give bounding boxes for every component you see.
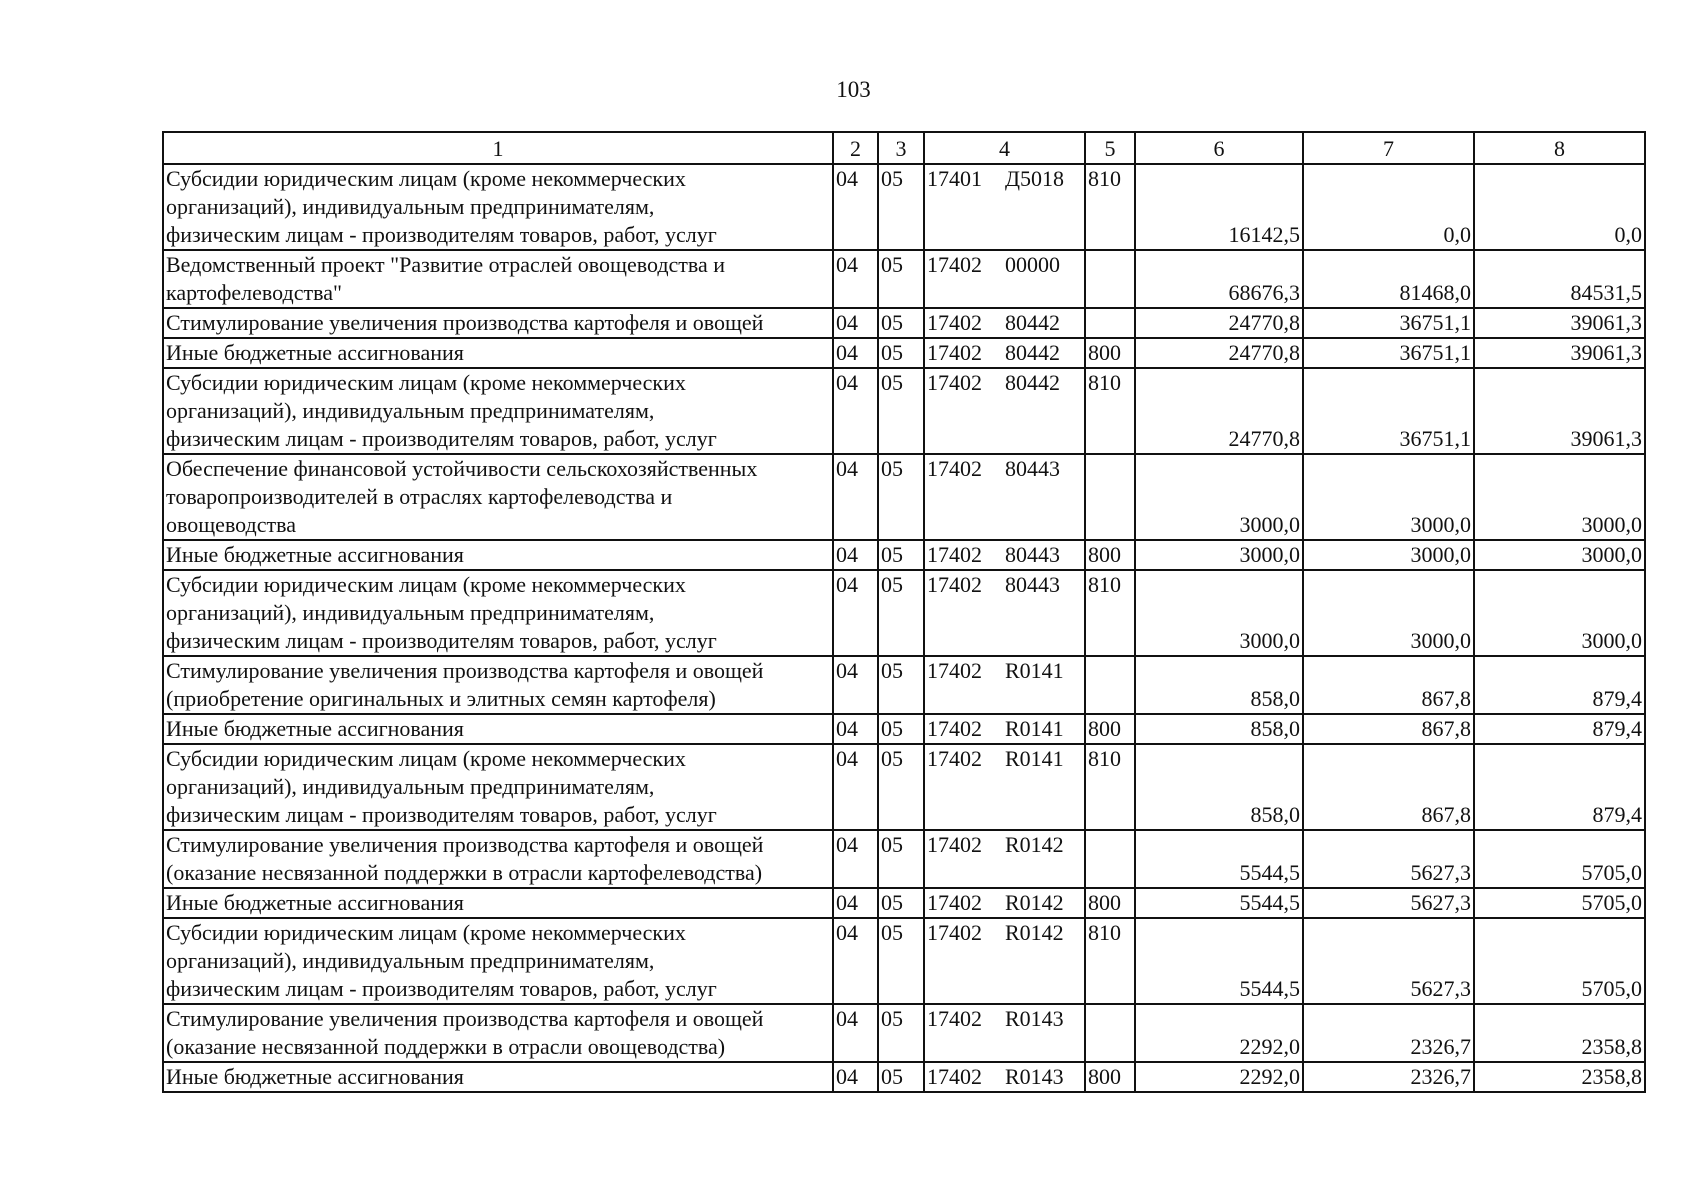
expense-type-code: 810 [1085, 570, 1135, 656]
header-cell: 3 [878, 132, 924, 164]
direction-code: R0141 [1005, 658, 1064, 683]
direction-code: 80443 [1005, 572, 1060, 597]
row-name-cell [163, 888, 833, 918]
subsection-code: 05 [878, 1062, 924, 1092]
program-code: 17402 [927, 1006, 982, 1031]
amount-col7: 36751,1 [1303, 308, 1474, 338]
target-article-cell [924, 338, 1085, 368]
target-article-cell [924, 454, 1085, 540]
row-name-cell [163, 656, 833, 714]
amount-col8: 3000,0 [1474, 540, 1645, 570]
target-article-cell [924, 830, 1085, 888]
program-code: 17402 [927, 890, 982, 915]
amount-col6: 858,0 [1135, 714, 1303, 744]
amount-col8: 879,4 [1474, 656, 1645, 714]
section-code: 04 [833, 308, 878, 338]
direction-code: 80443 [1005, 542, 1060, 567]
row-name-cell [163, 570, 833, 656]
row-name: Обеспечение финансовой устойчивости сельскохозяйственных товаропроизводителей в отраслях картофелеводства и овощеводства [166, 456, 758, 537]
section-code: 04 [833, 338, 878, 368]
expense-type-code [1085, 830, 1135, 888]
direction-code: R0142 [1005, 832, 1064, 857]
row-name: Стимулирование увеличения производства картофеля и овощей (приобретение оригинальных и элитных семян картофеля) [166, 658, 764, 711]
expense-type-code [1085, 308, 1135, 338]
direction-code: Д5018 [1005, 166, 1065, 191]
amount-col6: 2292,0 [1135, 1004, 1303, 1062]
expense-type-code: 810 [1085, 744, 1135, 830]
target-article-cell [924, 744, 1085, 830]
target-article-cell [924, 888, 1085, 918]
row-name-cell [163, 454, 833, 540]
program-code: 17402 [927, 310, 982, 335]
table-row [163, 714, 1645, 744]
section-code: 04 [833, 570, 878, 656]
row-name-cell [163, 1062, 833, 1092]
amount-col7: 2326,7 [1303, 1004, 1474, 1062]
section-code: 04 [833, 164, 878, 250]
target-article-cell [924, 308, 1085, 338]
section-code: 04 [833, 1004, 878, 1062]
amount-col7: 3000,0 [1303, 454, 1474, 540]
direction-code: 00000 [1005, 252, 1060, 277]
expense-type-code: 810 [1085, 918, 1135, 1004]
program-code: 17402 [927, 370, 982, 395]
amount-col6: 858,0 [1135, 656, 1303, 714]
target-article-cell [924, 1062, 1085, 1092]
amount-col6: 2292,0 [1135, 1062, 1303, 1092]
row-name: Субсидии юридическим лицам (кроме некоммерческих организаций), индивидуальным предпринимателям, физическим лицам - производителям товаров, работ, услуг [166, 370, 717, 451]
program-code: 17402 [927, 716, 982, 741]
amount-col8: 3000,0 [1474, 454, 1645, 540]
row-name: Стимулирование увеличения производства картофеля и овощей [166, 310, 764, 335]
amount-col8: 39061,3 [1474, 368, 1645, 454]
amount-col7: 0,0 [1303, 164, 1474, 250]
header-cell: 5 [1085, 132, 1135, 164]
row-name-cell [163, 918, 833, 1004]
table-row [163, 1062, 1645, 1092]
subsection-code: 05 [878, 714, 924, 744]
budget-table [162, 131, 1646, 1093]
direction-code: R0142 [1005, 890, 1064, 915]
program-code: 17401 [927, 166, 982, 191]
amount-col7: 81468,0 [1303, 250, 1474, 308]
page-number: 103 [836, 77, 871, 102]
program-code: 17402 [927, 572, 982, 597]
table-row [163, 454, 1645, 540]
row-name: Иные бюджетные ассигнования [166, 890, 464, 915]
amount-col6: 24770,8 [1135, 308, 1303, 338]
row-name: Стимулирование увеличения производства картофеля и овощей (оказание несвязанной поддержки в отрасли овощеводства) [166, 1006, 764, 1059]
section-code: 04 [833, 454, 878, 540]
row-name-cell [163, 308, 833, 338]
program-code: 17402 [927, 746, 982, 771]
subsection-code: 05 [878, 656, 924, 714]
program-code: 17402 [927, 542, 982, 567]
row-name-cell [163, 744, 833, 830]
amount-col8: 879,4 [1474, 744, 1645, 830]
row-name: Иные бюджетные ассигнования [166, 716, 464, 741]
amount-col7: 3000,0 [1303, 570, 1474, 656]
header-cell: 2 [833, 132, 878, 164]
table-row [163, 1004, 1645, 1062]
section-code: 04 [833, 888, 878, 918]
row-name-cell [163, 540, 833, 570]
row-name: Иные бюджетные ассигнования [166, 1064, 464, 1089]
target-article-cell [924, 164, 1085, 250]
target-article-cell [924, 570, 1085, 656]
expense-type-code [1085, 656, 1135, 714]
row-name-cell [163, 368, 833, 454]
amount-col6: 24770,8 [1135, 338, 1303, 368]
row-name: Иные бюджетные ассигнования [166, 542, 464, 567]
amount-col8: 0,0 [1474, 164, 1645, 250]
section-code: 04 [833, 744, 878, 830]
direction-code: 80442 [1005, 310, 1060, 335]
amount-col6: 5544,5 [1135, 918, 1303, 1004]
table-row [163, 540, 1645, 570]
program-code: 17402 [927, 340, 982, 365]
direction-code: 80442 [1005, 340, 1060, 365]
amount-col8: 2358,8 [1474, 1004, 1645, 1062]
expense-type-code: 800 [1085, 1062, 1135, 1092]
target-article-cell [924, 368, 1085, 454]
amount-col8: 3000,0 [1474, 570, 1645, 656]
program-code: 17402 [927, 456, 982, 481]
section-code: 04 [833, 368, 878, 454]
row-name-cell [163, 164, 833, 250]
subsection-code: 05 [878, 570, 924, 656]
row-name: Иные бюджетные ассигнования [166, 340, 464, 365]
row-name: Субсидии юридическим лицам (кроме некоммерческих организаций), индивидуальным предпринимателям, физическим лицам - производителям товаров, работ, услуг [166, 920, 717, 1001]
header-cell: 1 [163, 132, 833, 164]
amount-col7: 36751,1 [1303, 338, 1474, 368]
amount-col6: 24770,8 [1135, 368, 1303, 454]
expense-type-code [1085, 1004, 1135, 1062]
direction-code: R0143 [1005, 1064, 1064, 1089]
amount-col7: 867,8 [1303, 744, 1474, 830]
direction-code: 80443 [1005, 456, 1060, 481]
expense-type-code: 810 [1085, 164, 1135, 250]
table-row [163, 308, 1645, 338]
amount-col8: 84531,5 [1474, 250, 1645, 308]
row-name: Субсидии юридическим лицам (кроме некоммерческих организаций), индивидуальным предпринимателям, физическим лицам - производителям товаров, работ, услуг [166, 572, 717, 653]
header-cell: 4 [924, 132, 1085, 164]
header-cell: 6 [1135, 132, 1303, 164]
amount-col6: 858,0 [1135, 744, 1303, 830]
amount-col6: 3000,0 [1135, 540, 1303, 570]
subsection-code: 05 [878, 164, 924, 250]
amount-col6: 5544,5 [1135, 830, 1303, 888]
expense-type-code [1085, 454, 1135, 540]
program-code: 17402 [927, 658, 982, 683]
subsection-code: 05 [878, 744, 924, 830]
row-name: Субсидии юридическим лицам (кроме некоммерческих организаций), индивидуальным предпринимателям, физическим лицам - производителям товаров, работ, услуг [166, 166, 717, 247]
amount-col8: 5705,0 [1474, 830, 1645, 888]
section-code: 04 [833, 250, 878, 308]
table-row [163, 164, 1645, 250]
amount-col7: 5627,3 [1303, 918, 1474, 1004]
program-code: 17402 [927, 252, 982, 277]
row-name: Стимулирование увеличения производства картофеля и овощей (оказание несвязанной поддержки в отрасли картофелеводства) [166, 832, 764, 885]
expense-type-code: 800 [1085, 338, 1135, 368]
row-name-cell [163, 714, 833, 744]
section-code: 04 [833, 918, 878, 1004]
amount-col8: 2358,8 [1474, 1062, 1645, 1092]
subsection-code: 05 [878, 1004, 924, 1062]
amount-col7: 5627,3 [1303, 830, 1474, 888]
target-article-cell [924, 250, 1085, 308]
amount-col7: 5627,3 [1303, 888, 1474, 918]
amount-col8: 39061,3 [1474, 308, 1645, 338]
direction-code: 80442 [1005, 370, 1060, 395]
header-cell: 8 [1474, 132, 1645, 164]
program-code: 17402 [927, 832, 982, 857]
header-cell: 7 [1303, 132, 1474, 164]
amount-col7: 36751,1 [1303, 368, 1474, 454]
subsection-code: 05 [878, 250, 924, 308]
amount-col7: 2326,7 [1303, 1062, 1474, 1092]
table-row [163, 570, 1645, 656]
target-article-cell [924, 1004, 1085, 1062]
amount-col6: 68676,3 [1135, 250, 1303, 308]
table-row [163, 888, 1645, 918]
amount-col6: 3000,0 [1135, 570, 1303, 656]
direction-code: R0142 [1005, 920, 1064, 945]
target-article-cell [924, 656, 1085, 714]
subsection-code: 05 [878, 454, 924, 540]
header-row [163, 132, 1645, 164]
direction-code: R0141 [1005, 716, 1064, 741]
expense-type-code: 800 [1085, 540, 1135, 570]
amount-col6: 3000,0 [1135, 454, 1303, 540]
program-code: 17402 [927, 1064, 982, 1089]
expense-type-code: 810 [1085, 368, 1135, 454]
table-row [163, 368, 1645, 454]
subsection-code: 05 [878, 540, 924, 570]
row-name: Субсидии юридическим лицам (кроме некоммерческих организаций), индивидуальным предпринимателям, физическим лицам - производителям товаров, работ, услуг [166, 746, 717, 827]
amount-col8: 5705,0 [1474, 918, 1645, 1004]
amount-col7: 867,8 [1303, 714, 1474, 744]
row-name: Ведомственный проект "Развитие отраслей овощеводства и картофелеводства" [166, 252, 726, 305]
expense-type-code: 800 [1085, 888, 1135, 918]
row-name-cell [163, 830, 833, 888]
table-row [163, 656, 1645, 714]
target-article-cell [924, 714, 1085, 744]
target-article-cell [924, 918, 1085, 1004]
direction-code: R0143 [1005, 1006, 1064, 1031]
section-code: 04 [833, 540, 878, 570]
amount-col6: 16142,5 [1135, 164, 1303, 250]
row-name-cell [163, 338, 833, 368]
table-row [163, 918, 1645, 1004]
section-code: 04 [833, 830, 878, 888]
subsection-code: 05 [878, 368, 924, 454]
subsection-code: 05 [878, 338, 924, 368]
amount-col7: 3000,0 [1303, 540, 1474, 570]
subsection-code: 05 [878, 888, 924, 918]
direction-code: R0141 [1005, 746, 1064, 771]
section-code: 04 [833, 714, 878, 744]
table-row [163, 744, 1645, 830]
amount-col7: 867,8 [1303, 656, 1474, 714]
amount-col6: 5544,5 [1135, 888, 1303, 918]
target-article-cell [924, 540, 1085, 570]
table-row [163, 338, 1645, 368]
expense-type-code: 800 [1085, 714, 1135, 744]
table-row [163, 830, 1645, 888]
amount-col8: 39061,3 [1474, 338, 1645, 368]
section-code: 04 [833, 1062, 878, 1092]
amount-col8: 5705,0 [1474, 888, 1645, 918]
row-name-cell [163, 1004, 833, 1062]
amount-col8: 879,4 [1474, 714, 1645, 744]
expense-type-code [1085, 250, 1135, 308]
subsection-code: 05 [878, 918, 924, 1004]
subsection-code: 05 [878, 308, 924, 338]
row-name-cell [163, 250, 833, 308]
section-code: 04 [833, 656, 878, 714]
program-code: 17402 [927, 920, 982, 945]
table-row [163, 250, 1645, 308]
subsection-code: 05 [878, 830, 924, 888]
